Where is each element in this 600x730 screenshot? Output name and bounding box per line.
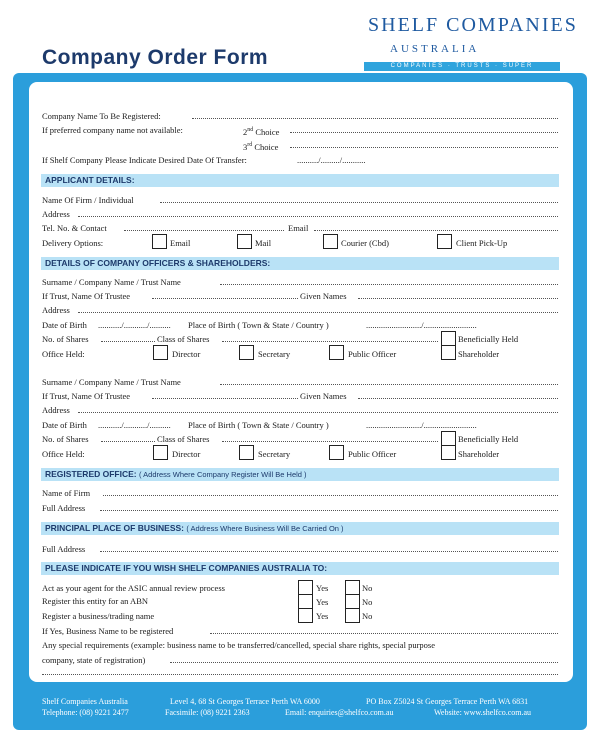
logo-wordmark: SHELF COMPANIES — [368, 14, 578, 36]
officer2-address-line[interactable] — [78, 412, 558, 413]
registered-firm-line[interactable] — [103, 495, 558, 496]
officer1-place-of-birth-label: Place of Birth ( Town & State / Country ) — [188, 320, 329, 330]
officer2-public-officer-label: Public Officer — [348, 449, 397, 459]
indicate-abn-yes-checkbox[interactable] — [298, 594, 313, 609]
officer2-class-line[interactable] — [222, 441, 438, 442]
indicate-heading: PLEASE INDICATE IF YOU WISH SHELF COMPANIES AUSTRALIA TO: — [45, 563, 328, 573]
logo-tagline: COMPANIES · TRUSTS · SUPER — [364, 62, 560, 71]
indicate-business-yes-checkbox[interactable] — [298, 608, 313, 623]
indicate-asic-no-checkbox[interactable] — [345, 580, 360, 595]
officer2-address-label: Address — [42, 405, 70, 415]
officer2-public-officer-checkbox[interactable] — [329, 445, 344, 460]
indicate-asic-label: Act as your agent for the ASIC annual review process — [42, 583, 225, 593]
principal-address-label: Full Address — [42, 544, 86, 554]
indicate-business-no-checkbox[interactable] — [345, 608, 360, 623]
footer-company: Shelf Companies Australia — [42, 697, 128, 706]
delivery-mail-checkbox[interactable] — [237, 234, 252, 249]
registered-firm-label: Name of Firm — [42, 488, 91, 498]
officer1-place-of-birth-field[interactable]: ........................../......................... — [366, 320, 477, 330]
officer2-dob-field[interactable]: .........../.........../.......... — [98, 420, 171, 430]
officer1-public-officer-label: Public Officer — [348, 349, 397, 359]
delivery-email-checkbox[interactable] — [152, 234, 167, 249]
shelf-companies-logo — [362, 14, 578, 74]
special-requirements-label: Any special requirements (example: business name to be transferred/cancelled, special share rights, special purpose — [42, 640, 435, 650]
company-name-line[interactable] — [192, 118, 558, 119]
officer2-given-names-line[interactable] — [358, 398, 558, 399]
third-choice-line[interactable] — [290, 147, 558, 148]
applicant-heading: APPLICANT DETAILS: — [45, 175, 135, 185]
registered-address-line[interactable] — [100, 510, 558, 511]
officer1-shareholder-label: Shareholder — [458, 349, 500, 359]
form-title: Company Order Form — [42, 46, 269, 69]
preferred-not-available-label: If preferred company name not available: — [42, 125, 183, 135]
footer-facsimile: Facsimile: (08) 9221 2363 — [165, 708, 250, 717]
officer1-address-line[interactable] — [78, 312, 558, 313]
email-line[interactable] — [314, 230, 558, 231]
officer2-shareholder-checkbox[interactable] — [441, 445, 456, 460]
footer-telephone: Telephone: (08) 9221 2477 — [42, 708, 129, 717]
officer2-surname-line[interactable] — [220, 384, 558, 385]
indicate-asic-yes-label: Yes — [316, 583, 329, 593]
officer1-class-line[interactable] — [222, 341, 438, 342]
footer-email: Email: enquiries@shelfco.com.au — [285, 708, 394, 717]
officer1-address-label: Address — [42, 305, 70, 315]
tel-contact-label: Tel. No. & Contact — [42, 223, 107, 233]
officer1-surname-label: Surname / Company Name / Trust Name — [42, 277, 181, 287]
officer2-secretary-label: Secretary — [258, 449, 291, 459]
registered-office-heading: REGISTERED OFFICE: ( Address Where Company Register Will Be Held ) — [45, 469, 307, 479]
officer1-surname-line[interactable] — [220, 284, 558, 285]
officer1-beneficially-held-label: Beneficially Held — [458, 334, 519, 344]
second-choice-label: 2nd Choice — [243, 126, 280, 137]
delivery-courier-checkbox[interactable] — [323, 234, 338, 249]
principal-place-heading: PRINCIPAL PLACE OF BUSINESS: ( Address Where Business Will Be Carried On ) — [45, 523, 344, 533]
officer1-dob-field[interactable]: .........../.........../.......... — [98, 320, 171, 330]
business-name-registered-label: If Yes, Business Name to be registered — [42, 626, 174, 636]
company-name-label: Company Name To Be Registered: — [42, 111, 161, 121]
officer2-place-of-birth-field[interactable]: ........................../......................... — [366, 420, 477, 430]
officer1-shareholder-checkbox[interactable] — [441, 345, 456, 360]
officer2-shares-line[interactable] — [101, 441, 155, 442]
indicate-business-name-label: Register a business/trading name — [42, 611, 155, 621]
special-requirements-label-2: company, state of registration) — [42, 655, 146, 665]
officer1-trustee-label: If Trust, Name Of Trustee — [42, 291, 131, 301]
officer1-shares-line[interactable] — [101, 341, 155, 342]
business-name-registered-line[interactable] — [210, 633, 558, 634]
applicant-address-label: Address — [42, 209, 70, 219]
delivery-options-label: Delivery Options: — [42, 238, 104, 248]
delivery-pickup-label: Client Pick-Up — [456, 238, 508, 248]
third-choice-label: 3rd Choice — [243, 141, 279, 152]
officer2-surname-label: Surname / Company Name / Trust Name — [42, 377, 181, 387]
indicate-abn-no-checkbox[interactable] — [345, 594, 360, 609]
delivery-courier-label: Courier (Cbd) — [341, 238, 389, 248]
footer-address: Level 4, 68 St Georges Terrace Perth WA 6000 — [170, 697, 320, 706]
delivery-email-label: Email — [170, 238, 191, 248]
footer-po-box: PO Box Z5024 St Georges Terrace Perth WA 6831 — [366, 697, 529, 706]
name-of-firm-label: Name Of Firm / Individual — [42, 195, 134, 205]
officer2-secretary-checkbox[interactable] — [239, 445, 254, 460]
officer2-office-held-label: Office Held: — [42, 449, 85, 459]
tel-contact-line[interactable] — [124, 230, 284, 231]
principal-address-line[interactable] — [100, 551, 558, 552]
officer2-shareholder-label: Shareholder — [458, 449, 500, 459]
officer1-given-names-label: Given Names — [300, 291, 347, 301]
footer-website: Website: www.shelfco.com.au — [434, 708, 532, 717]
officer2-beneficially-held-label: Beneficially Held — [458, 434, 519, 444]
officer2-class-label: Class of Shares — [157, 434, 210, 444]
registered-address-label: Full Address — [42, 503, 86, 513]
email-label: Email — [288, 223, 309, 233]
second-choice-line[interactable] — [290, 132, 558, 133]
officer1-beneficially-held-checkbox[interactable] — [441, 331, 456, 346]
officer2-trustee-line[interactable] — [152, 398, 298, 399]
officer1-trustee-line[interactable] — [152, 298, 298, 299]
delivery-pickup-checkbox[interactable] — [437, 234, 452, 249]
logo-country: AUSTRALIA — [390, 43, 480, 55]
indicate-abn-yes-label: Yes — [316, 597, 329, 607]
indicate-business-yes-label: Yes — [316, 611, 329, 621]
officer1-given-names-line[interactable] — [358, 298, 558, 299]
special-requirements-line-2[interactable] — [42, 674, 558, 675]
officer1-public-officer-checkbox[interactable] — [329, 345, 344, 360]
special-requirements-line[interactable] — [170, 662, 558, 663]
officer1-class-label: Class of Shares — [157, 334, 210, 344]
indicate-asic-no-label: No — [362, 583, 373, 593]
officer1-dob-label: Date of Birth — [42, 320, 87, 330]
officers-heading: DETAILS OF COMPANY OFFICERS & SHAREHOLDERS: — [45, 258, 271, 268]
officer1-shares-label: No. of Shares — [42, 334, 89, 344]
indicate-asic-yes-checkbox[interactable] — [298, 580, 313, 595]
officer1-office-held-label: Office Held: — [42, 349, 85, 359]
indicate-business-no-label: No — [362, 611, 373, 621]
indicate-abn-label: Register this entity for an ABN — [42, 596, 149, 606]
transfer-date-field[interactable]: ........../........./........... — [297, 155, 366, 165]
officer2-director-checkbox[interactable] — [153, 445, 168, 460]
officer2-trustee-label: If Trust, Name Of Trustee — [42, 391, 131, 401]
officer2-shares-label: No. of Shares — [42, 434, 89, 444]
applicant-address-line[interactable] — [78, 216, 558, 217]
officer1-director-label: Director — [172, 349, 201, 359]
officer1-director-checkbox[interactable] — [153, 345, 168, 360]
name-of-firm-line[interactable] — [160, 202, 558, 203]
officer2-beneficially-held-checkbox[interactable] — [441, 431, 456, 446]
officer1-secretary-checkbox[interactable] — [239, 345, 254, 360]
delivery-mail-label: Mail — [255, 238, 272, 248]
officer2-dob-label: Date of Birth — [42, 420, 87, 430]
indicate-abn-no-label: No — [362, 597, 373, 607]
officer2-place-of-birth-label: Place of Birth ( Town & State / Country ) — [188, 420, 329, 430]
officer2-director-label: Director — [172, 449, 201, 459]
transfer-date-label: If Shelf Company Please Indicate Desired Date Of Transfer: — [42, 155, 247, 165]
officer2-given-names-label: Given Names — [300, 391, 347, 401]
officer1-secretary-label: Secretary — [258, 349, 291, 359]
